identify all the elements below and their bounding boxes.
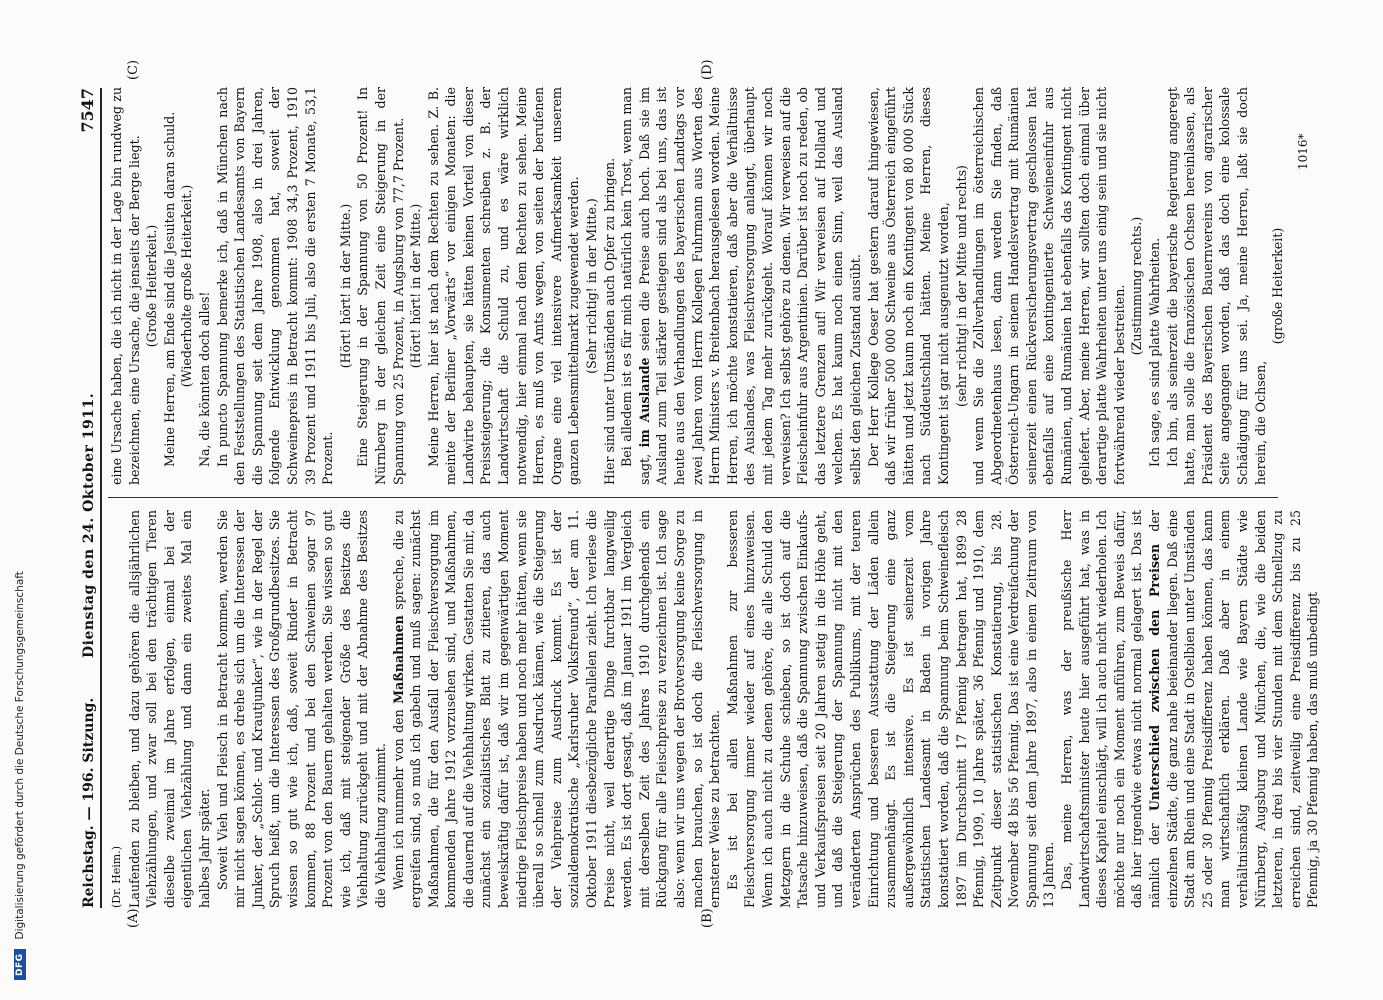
speaker-label: (Dr. Heim.) [110,846,123,908]
emphasis: Unterschied zwischen den Preisen [1147,543,1163,812]
paragraph [1058,510,1322,908]
emphasis: im Auslande [636,357,652,448]
margin-marker-c: (C) [126,59,141,80]
interjection: (Sehr richtig! in der Mitte.) [584,198,600,374]
paragraph: Hier sind unter Umständen auch Opfer zu bringen. [601,157,617,485]
text-run: der einzelnen Städte, die ganz nahe beieinander liegen. Daß eine Stadt am Rhein und eine Stadt in Ostelbien unter Umständen 25 oder 30 Pfennig Preisdifferenz haben können, das kann man wirtschaftlich erklären. Daß aber in einem verhältnismäßig kleinen Lande wie Bayern Städte wie Nürnberg, Augsburg und München, die, wie die beiden letzteren, in drei bis vier Stunden mit dem Schnellzug zu erreichen sind, zeitweilig eine Preisdifferenz bis zu 25 Pfennig, ja 30 Pfennig haben, das muß unbedingt [1147,510,1321,908]
paragraph: Meine Herren, am Ende sind die Jesuiten daran schuld. [161,111,177,467]
paragraph: Meine Herren, hier ist nach dem Rechten zu sehen. Z. B. meinte der Berliner „Vorwärts“ vor einigen Monaten: die Landwirte behaupten, sie hätten keinen Vorteil von dieser Preissteigerung; die Konsumenten schreiben z. B. der Landwirtschaft die Schuld zu, und es wäre wirklich notwendig, hier einmal nach dem Rechten zu sehen. Meine Herren, es muß von Amts wegen, von seiten der berufenen Organe eine viel intensivere Aufmerksamkeit unserem ganzen Lebensmittelmarkt zugewendet werden. [425,87,582,485]
margin-marker-a: (A) [126,908,141,928]
paragraph: und wenn Sie die Zollverhandlungen im österreichischen Abgeordnetenhaus lesen, dann werden Sie finden, daß Österreich-Ungarn in seinem Handelsvertrag mit Rumänien seinerzeit einen Rückversicherungsvertrag geschlossen hat ebenfalls auf eine kontingentierte Schweineeinfuhr aus Rumänien, und Rumänien hat ebenfalls das Kontingent nicht geliefert. Aber, meine Herren, wir sollten doch einmal über derartige platte Wahrheiten unter uns einig sein und sie nicht fortwährend wieder bestreiten. [971,87,1127,485]
header-left: Reichstag. — 196. Sitzung. [81,697,97,908]
paragraph: Na, die könnten doch alles! [196,291,212,467]
interjection: (Zustimmung rechts.) [1129,216,1145,356]
left-column [108,510,1321,908]
header-date: Dienstag den 24. Oktober 1911. [81,392,97,658]
paragraph: Ich bin, als seinerzeit die bayerische Regierung angeregt hatte, man solle die französischen Ochsen hereinlassen, als Präsident des Bayerischen Bauernvereins von agrarischer Seite angegangen worden, daß das doch eine kolossale Schädigung für uns sei. Ja, meine Herren, laßt sie doch herein, die Ochsen, [1164,87,1268,485]
paragraph: Eine Steigerung in der Spannung von 50 Prozent! In Nürnberg in der gleichen Zeit eine Steigerung in der Spannung von 25 Prozent, in Augsburg von 77,7 Prozent. [355,87,406,485]
paragraph: Es ist bei allen Maßnahmen zur besseren Fleischversorgung immer wieder auf eines hinzuweisen. Wenn ich auch nicht zu denen gehöre, die alle Schuld den Metzgern in die Schuhe schieben, so ist doch auf die Tatsache hinzuweisen, daß die Spannung zwischen Einkaufs- und Verkaufspreisen seit 20 Jahren stetig in die Höhe geht, und daß die Steigerung der Spannung nicht mit den veränderten Ansprüchen des Publikums, mit der teuren Einrichtung und besseren Ausstattung der Läden allein zusammenhängt. Es ist die Steigerung eine ganz außergewöhnlich intensive. Es ist seinerzeit vom Statistischen Landesamt in Baden in vorigen Jahre konstatiert worden, daß die Spannung beim Schweinefleisch 1897 im Durchschnitt 17 Pfennig betragen hat, 1899 28 Pfennig, 1909, 10 Jahre später, 36 Pfennig und 1910, dem Zeitpunkt dieser statistischen Konstatierung, bis 28. November 48 bis 56 Pfennig. Das ist eine Verdreifachung der Spannung seit dem Jahre 1897, also in einem Zeitraum von 13 Jahren. [724,510,1057,908]
paragraph: Soweit Vieh und Fleisch in Betracht kommen, werden Sie mir nicht sagen können, es drehe sich um die Interessen der Junker, der „Schlot- und Krautjunker“, wie in der Regel der Spruch heißt, um die Interessen des Großgrundbesitzes. Sie wissen so gut wie ich, daß, soweit Rinder in Betracht kommen, 88 Prozent und bei den Schweinen sogar 97 Prozent von den Bauern gehalten werden. Sie wissen so gut wie ich, daß mit steigender Größe des Besitzes die Viehhaltung zurückgeht und mit der Abnahme des Besitzes die Viehhaltung zunimmt. [214,510,388,908]
paragraph [618,87,864,485]
emphasis: Maßnahmen [390,615,406,704]
margin-marker-d: (D) [700,59,715,80]
page-number: 7547 [78,88,97,133]
interjection: (Hört! hört! in der Mitte.) [408,203,424,369]
paragraph [390,510,724,908]
paragraph: Ich sage, es sind platte Wahrheiten. [1147,237,1163,467]
interjection: (große Heiterkeit) [1270,227,1286,345]
text-run: Wenn ich nunmehr von den [390,709,406,890]
page-header [70,88,102,908]
margin-marker-b: (B) [700,908,715,928]
interjection: (Hört! hört! in der Mitte.) [337,203,353,369]
text-run: seien die Preise auch hoch. Daß sie im Ausland zum Teil stärker gestiegen sind als bei uns, das ist heute aus den Verhandlungen des bayerischen Landtags vor zwei Jahren vom Herrn Kollegen Fuhrmann aus Worten des Herrn Ministers v. Breitenbach herausgelesen worden. Meine Herren, ich möchte konstatieren, daß aber die Verhältnisse des Auslandes, was Fleischversorgung anlangt, überhaupt mit jedem Tag mehr zurückgeht. Worauf können wir noch verweisen? Ich selbst gehöre zu denen. Wir verweisen auf die Fleischeinfuhr aus Argentinien. Darüber ist noch zu reden, ob das letztere Grenzen auf! Wir verweisen auf Holland und welchen. Es hat kaum noch einen Sinn, weil das Ausland selbst den gleichen Zustand ausübt. [636,87,863,485]
text-run: spreche, die zu ergreifen sind, so muß ich gabeln und muß sagen: zunächst Maßnahmen, die für den Ausfall der Fleischversorgung im kommenden Jahre 1912 vorzusehen sind, und Maßnahmen, die dauernd auf die Viehhaltung wirken. Gestatten Sie mir, da zunächst ein sozialistisches Blatt zu zitieren, das auch beweiskräftig dafür ist, daß wir im gegenwärtigen Moment niedrige Fleischpreise haben und noch mehr hätten, wenn sie überall so schnell zum Ausdruck kämen, wie die Steigerung der Viehpreise zum Ausdruck kommt. Es ist der sozialdemokratische „Karlsruher Volksfreund“, der am 11. Oktober 1911 diesbezügliche Parallelen zieht. Ich verlese die Preise nicht, weil derartige Dinge furchtbar langweilig werden. Es ist dort gesagt, daß im Januar 1911 im Vergleich mit derselben Zeit des Jahres 1910 durchgehends ein Rückgang für alle Fleischpreise zu verzeichnen ist. Ich sage also: wenn wir uns wegen der Brotversorgung keine Sorge zu machen brauchen, so ist doch die Fleischversorgung in ernsterer Weise zu betrachten. [390,510,723,908]
text-run: Das, meine Herren, was der preußische Herr Landwirtschaftsminister heute hier ausgeführt hat, was in dieses Kapitel einschlägt, will ich auch nicht wiederholen. Ich möchte nur noch ein Moment anführen, zum Beweis dafür, daß hier irgendwie etwas nicht normal gelagert ist. Das ist nämlich der [1059,510,1163,908]
dfg-logo: DFG [14,949,26,980]
digitization-strip [0,0,40,980]
text-run: Bei alledem ist es für mich natürlich kein Trost, wenn man sagt, [619,87,652,485]
right-column [108,87,1288,485]
interjection: (Große Heiterkeit.) [144,224,160,348]
paragraph: Laufenden zu bleiben, und dazu gehören die allsjährlichen Viehzählungen, und zwar soll bei den trächtigen Tieren dieselbe zweimal im Jahre erfolgen, einmal bei der eigentlichen Viehzählung und dann ein zweites Mal ein halbes Jahr später. [126,510,212,908]
column-divider [108,497,1278,498]
paragraph: Der Herr Kollege Oeser hat gestern darauf hingewiesen, daß wir früher 500 000 Schweine aus Österreich eingeführt hätten und jetzt kaum noch ein Kontingent von 80 000 Stück nach Süddeutschland hätten. Meine Herren, dieses Kontingent ist gar nicht ausgenutzt worden, [865,87,951,485]
digitization-note: Digitalisierung gefördert durch die Deutsche Forschungsgemeinschaft [14,571,26,940]
paragraph: eine Ursache haben, die ich nicht in der Lage bin rundweg zu bezeichnen, eine Ursache, die jenseits der Berge liegt. [109,87,142,485]
interjection: (sehr richtig! in der Mitte und rechts) [953,165,969,407]
paragraph: In puncto Spannung bemerke ich, daß in München nach den Feststellungen des Statistischen Landesamts von Bayern die Spannung seit dem Jahre 1908, also in drei Jahren, folgende Entwicklung genommen hat, soweit der Schweinepreis in Betracht kommt: 1908 34,3 Prozent, 1910 39 Prozent und 1911 bis Juli, also die ersten 7 Monate, 53,1 Prozent. [214,87,336,485]
sheet-signature: 1016* [1296,133,1310,170]
interjection: (Wiederholte große Heiterkeit.) [179,184,195,388]
